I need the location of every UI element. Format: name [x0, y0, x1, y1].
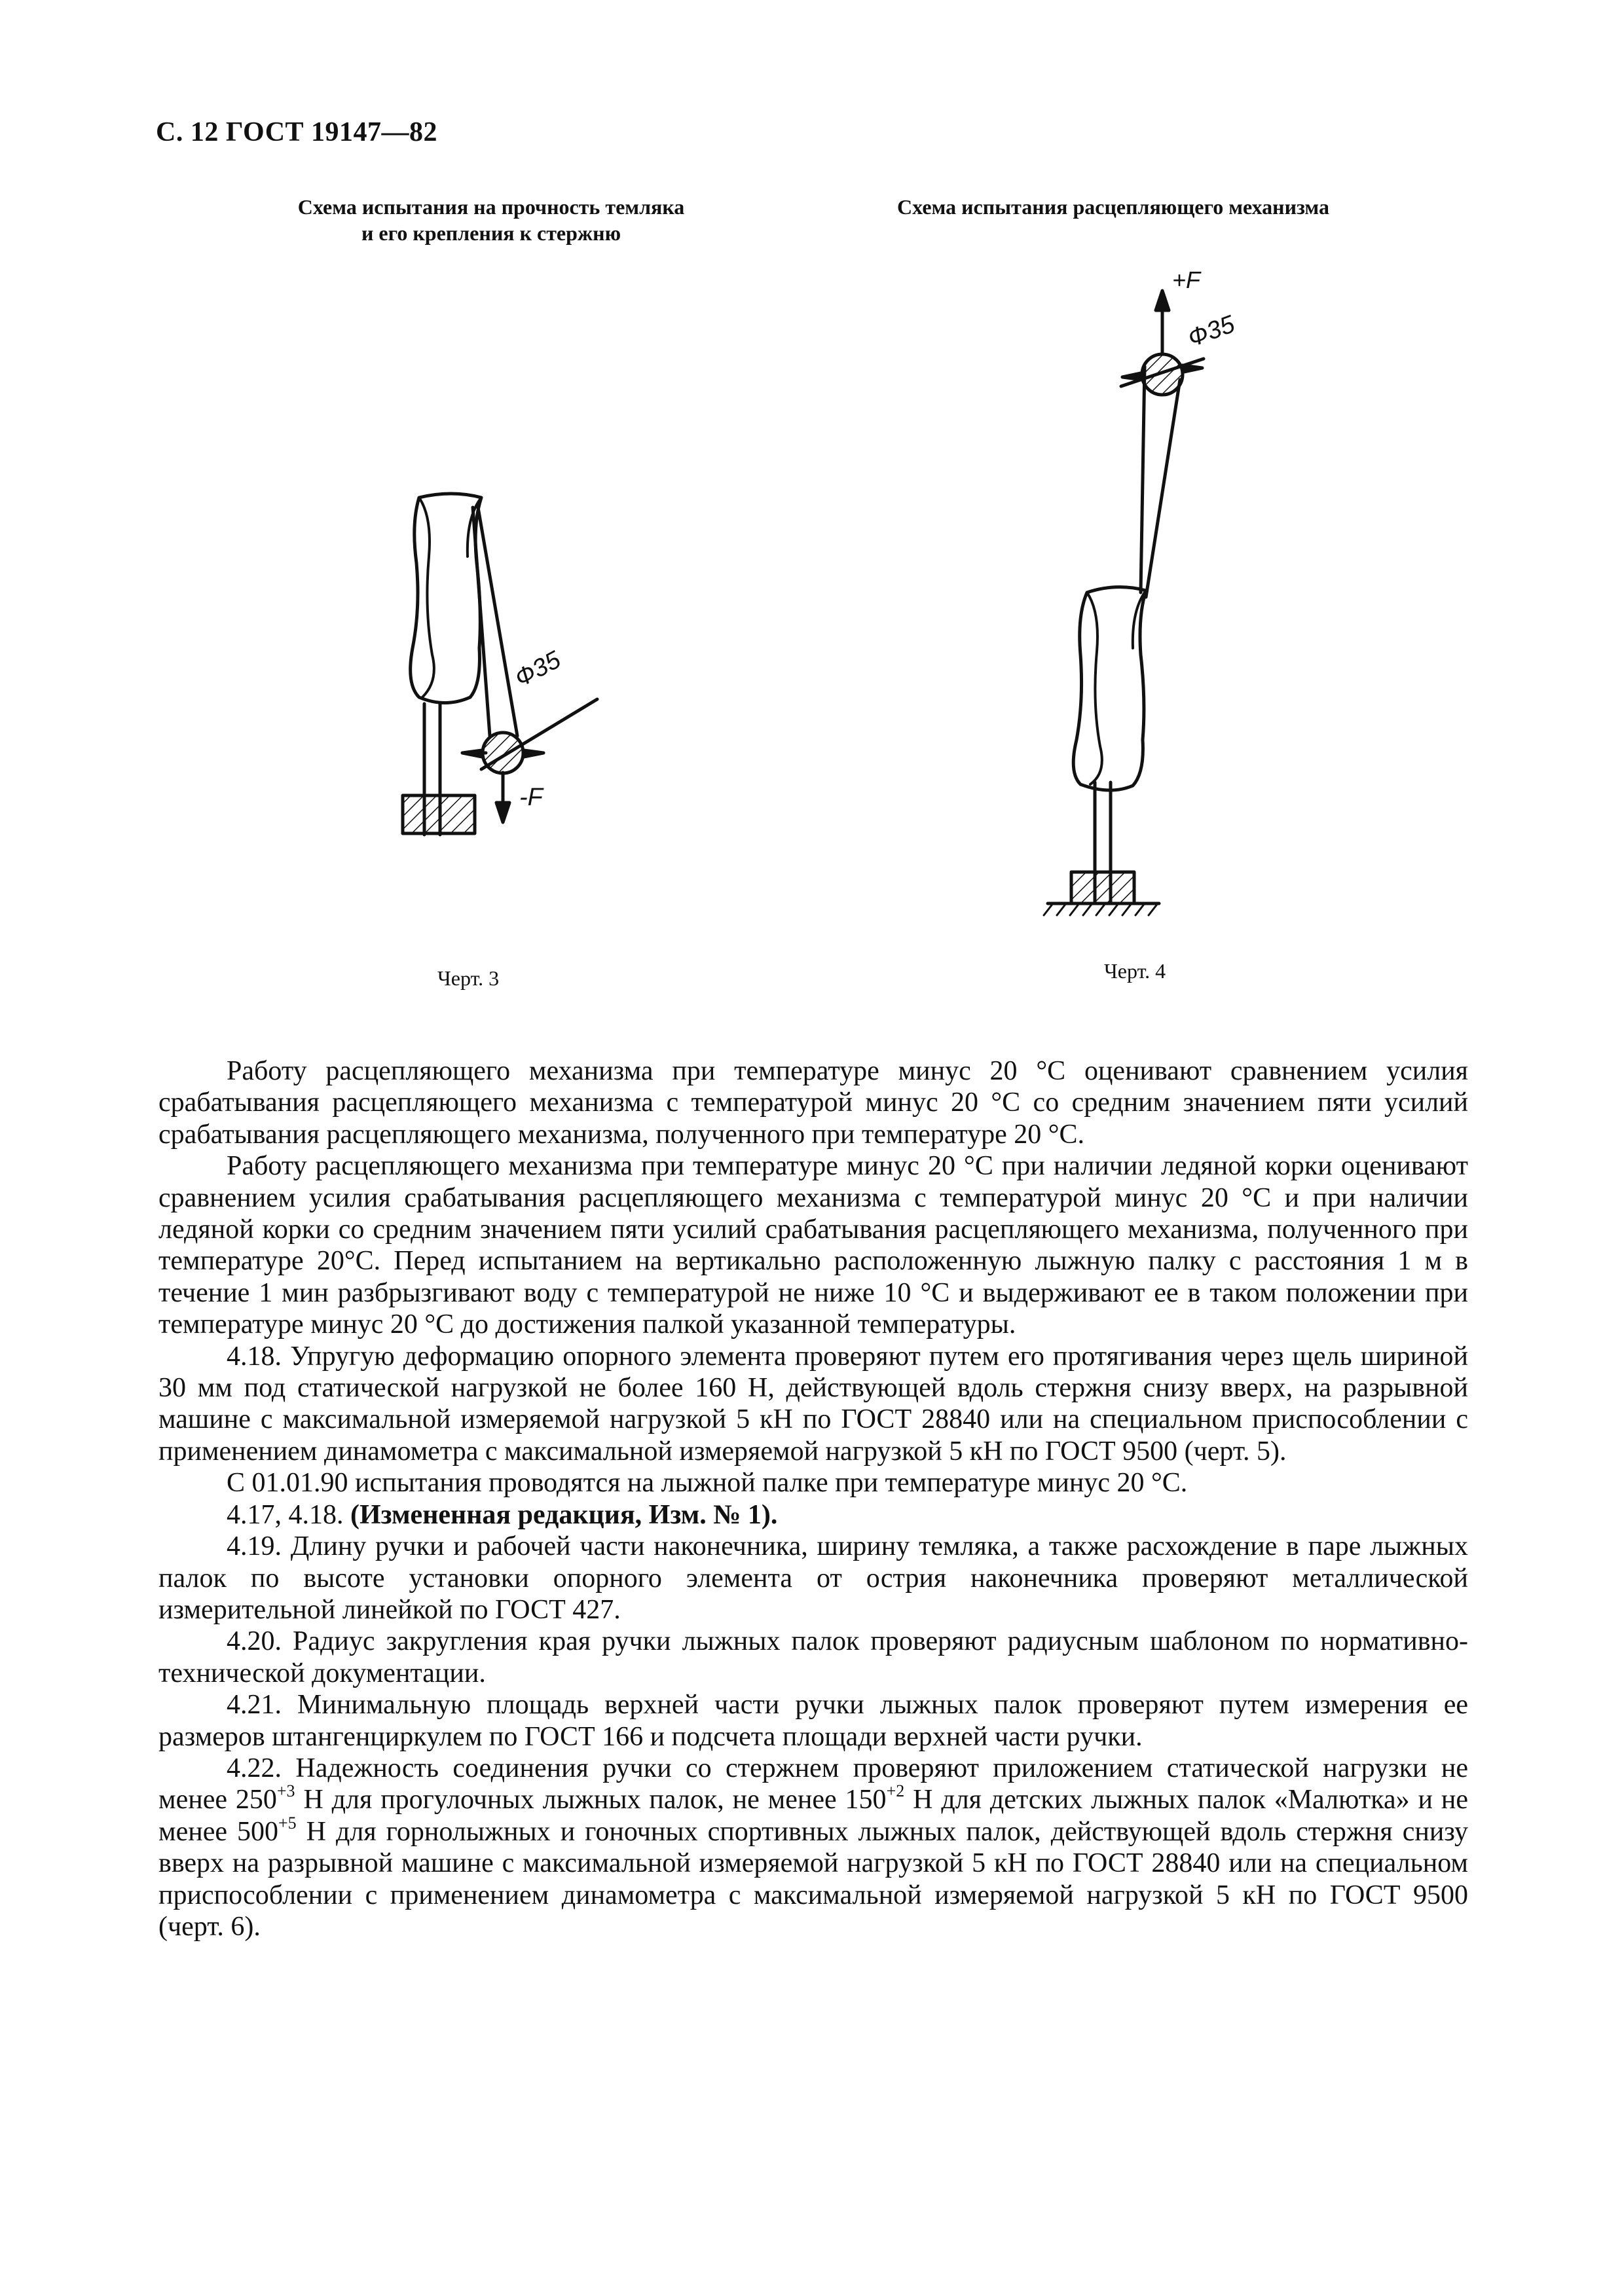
p422-part3: Н для детских лыжных палок «Малютка» и не менее 500 [158, 1785, 1468, 1847]
figure-3-strap-right [478, 507, 517, 736]
paragraph-4-20: 4.20. Радиус закругления края ручки лыжных палок проверяют радиусным шаблоном по нормативно-технической документации. [158, 1626, 1468, 1688]
figure-3-dim-label: Ф35 [510, 646, 566, 693]
p422-sup2: +2 [886, 1781, 905, 1801]
paragraph-4-21: 4.21. Минимальную площадь верхней части ручки лыжных палок проверяют путем измерения ее размеров штангенциркулем по ГОСТ 166 и подсчета площади верхней части ручки. [158, 1690, 1468, 1752]
figure-4-strap-left [1141, 367, 1145, 592]
paragraph-date-note: С 01.01.90 испытания проводятся на лыжной палке при температуре минус 20 °С. [227, 1468, 1188, 1499]
page-header: С. 12 ГОСТ 19147—82 [156, 117, 438, 147]
paragraph-4-22 [158, 1753, 1468, 1942]
body-text [158, 1055, 1468, 1942]
figure-3-title-line2: и его крепления к стержню [361, 221, 621, 245]
amendment-prefix: 4.17, 4.18. [227, 1499, 344, 1530]
paragraph-4-18: 4.18. Упругую деформацию опорного элемента проверяют путем его протягивания через щель шириной 30 мм под статической нагрузкой не более 160 Н, действующей вдоль стержня снизу вверх, на разрывной машине с максимальной измеряемой нагрузкой 5 кН по ГОСТ 28840 или на специальном приспособлении с применением динамометра с максимальной измеряемой нагрузкой 5 кН по ГОСТ 9500 (черт. 5). [158, 1341, 1468, 1467]
figure-4-strap-right [1146, 380, 1180, 597]
figure-3-force-label: -F [519, 784, 543, 811]
paragraph-amendment-note [158, 1499, 1468, 1531]
paragraph-2: Работу расцепляющего механизма при температуре минус 20 °С при наличии ледяной корки оценивают сравнением усилия срабатывания расцепляющего механизма с температурой минус 20 °С и при наличии ледяной корки со средним значением пяти усилий срабатывания расцепляющего механизма, полученного при температуре 20°С. Перед испытанием на вертикально расположенную лыжную палку с расстояния 1 м в течение 1 мин разбрызгивают воду с температурой не ниже 10 °С и выдерживают ее в таком положении при температуре минус 20 °С до достижения палкой указанной температуры. [158, 1151, 1468, 1340]
amendment-text: (Измененная редакция, Изм. № 1). [350, 1499, 778, 1530]
figure-4-force-label: +F [1172, 266, 1201, 293]
p422-sup3: +5 [278, 1813, 297, 1832]
figure-4-title: Схема испытания расцепляющего механизма [897, 195, 1329, 219]
figure-4-label: Черт. 4 [1104, 959, 1166, 983]
figure-4-dim-label: Ф35 [1184, 310, 1239, 353]
figure-3-strap-left [473, 507, 490, 736]
technical-drawings [0, 0, 1622, 1048]
figure-3-drawing [403, 494, 597, 835]
figure-4-base-block [1071, 872, 1134, 903]
figure-4-drawing [1044, 291, 1204, 915]
p422-part1: 4.22. Надежность соединения ручки со стержнем проверяют приложением статической нагрузки не менее 250 [158, 1753, 1468, 1815]
figure-3-label: Черт. 3 [437, 966, 500, 990]
p422-part4: Н для горнолыжных и гоночных спортивных лыжных палок, действующей вдоль стержня снизу вверх на разрывной машине с максимальной измеряемой нагрузкой 5 кН по ГОСТ 28840 или на специальном приспособлении с применением динамометра с максимальной измеряемой нагрузкой 5 кН по ГОСТ 9500 (черт. 6). [158, 1816, 1469, 1942]
p422-part2: Н для прогулочных лыжных палок, не менее 150 [295, 1785, 887, 1815]
p422-sup1: +3 [276, 1781, 295, 1801]
paragraph-4-19: 4.19. Длину ручки и рабочей части наконечника, ширину темляка, а также расхождение в паре лыжных палок по высоте установки опорного элемента от острия наконечника проверяют металлической измерительной линейкой по ГОСТ 427. [158, 1531, 1468, 1625]
figure-3-title-line1: Схема испытания на прочность темляка [297, 195, 685, 219]
paragraph-1: Работу расцепляющего механизма при температуре минус 20 °С оценивают сравнением усилия срабатывания расцепляющего механизма с температурой минус 20 °С со средним значением пяти усилий срабатывания расцепляющего механизма, полученного при температуре 20 °С. [158, 1056, 1468, 1150]
